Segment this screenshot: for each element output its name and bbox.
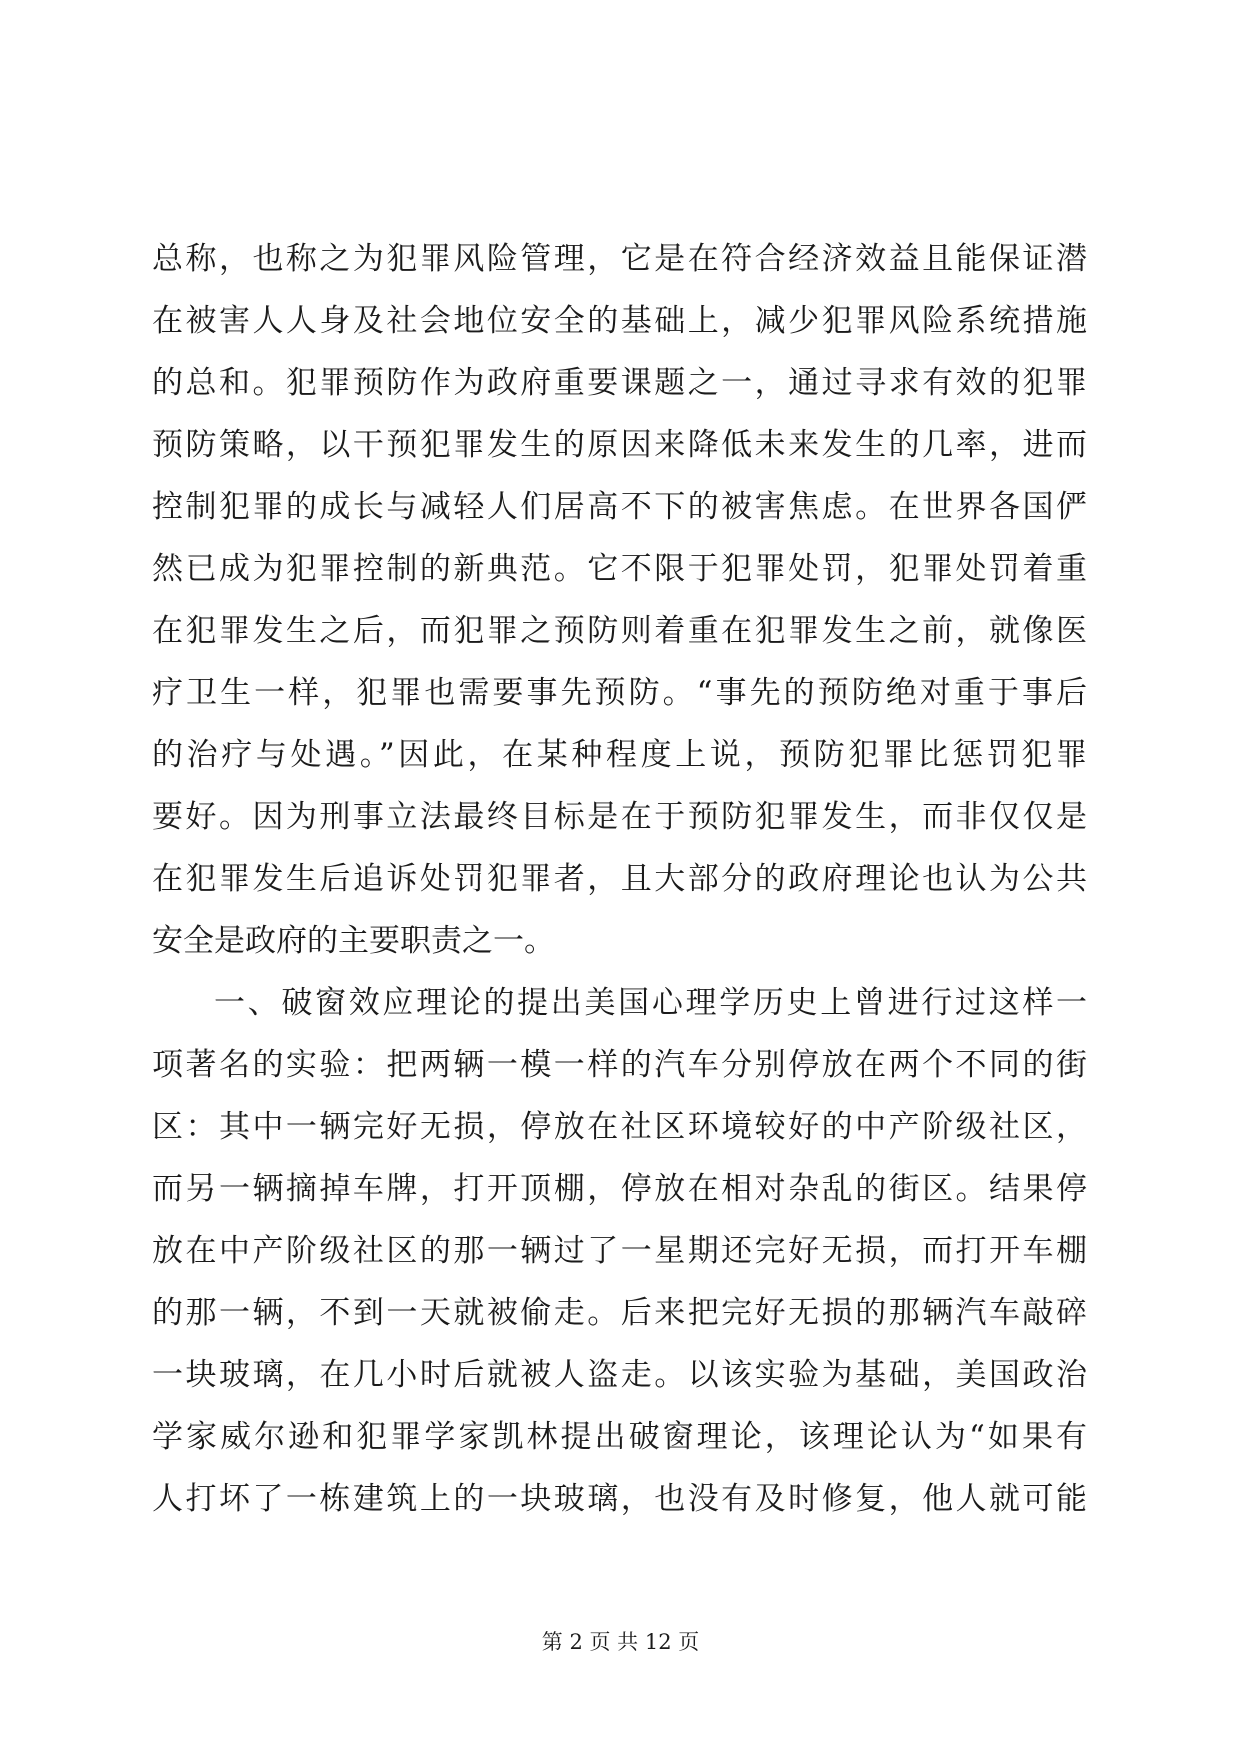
text-line: 在被害人人身及社会地位安全的基础上，减少犯罪风险系统措施 [152,303,1087,339]
text-line: 区：其中一辆完好无损，停放在社区环境较好的中产阶级社区， [152,1109,1087,1145]
page-number-footer: 第 2 页 共 12 页 [541,1630,700,1654]
text-line: 的治疗与处遇。”因此，在某种程度上说，预防犯罪比惩罚犯罪 [152,737,1087,773]
text-line: 然已成为犯罪控制的新典范。它不限于犯罪处罚，犯罪处罚着重 [152,551,1087,587]
paragraph-2 [152,972,1087,1530]
text-line: 项著名的实验：把两辆一模一样的汽车分别停放在两个不同的街 [152,1047,1087,1083]
text-line: 在犯罪发生之后，而犯罪之预防则着重在犯罪发生之前，就像医 [152,613,1087,649]
text-line: 的总和。犯罪预防作为政府重要课题之一，通过寻求有效的犯罪 [152,365,1087,401]
text-line: 人打坏了一栋建筑上的一块玻璃，也没有及时修复，他人就可能 [152,1481,1087,1517]
text-line: 而另一辆摘掉车牌，打开顶棚，停放在相对杂乱的街区。结果停 [152,1171,1087,1207]
text-line: 总称，也称之为犯罪风险管理，它是在符合经济效益且能保证潜 [152,241,1087,277]
text-line: 学家威尔逊和犯罪学家凯林提出破窗理论，该理论认为“如果有 [152,1419,1087,1455]
text-line: 安全是政府的主要职责之一。 [152,923,555,959]
text-line: 疗卫生一样，犯罪也需要事先预防。“事先的预防绝对重于事后 [152,675,1087,711]
text-line: 要好。因为刑事立法最终目标是在于预防犯罪发生，而非仅仅是 [152,799,1087,835]
paragraph-1 [152,228,1087,972]
text-line: 控制犯罪的成长与减轻人们居高不下的被害焦虑。在世界各国俨 [152,489,1087,525]
text-line: 一块玻璃，在几小时后就被人盗走。以该实验为基础，美国政治 [152,1357,1087,1393]
text-line: 在犯罪发生后追诉处罚犯罪者，且大部分的政府理论也认为公共 [152,861,1087,897]
text-line: 放在中产阶级社区的那一辆过了一星期还完好无损，而打开车棚 [152,1233,1087,1269]
text-line: 预防策略，以干预犯罪发生的原因来降低未来发生的几率，进而 [152,427,1087,463]
document-body [152,228,1087,1530]
section-heading-line: 一、破窗效应理论的提出美国心理学历史上曾进行过这样一 [214,985,1087,1021]
text-line: 的那一辆，不到一天就被偷走。后来把完好无损的那辆汽车敲碎 [152,1295,1087,1331]
